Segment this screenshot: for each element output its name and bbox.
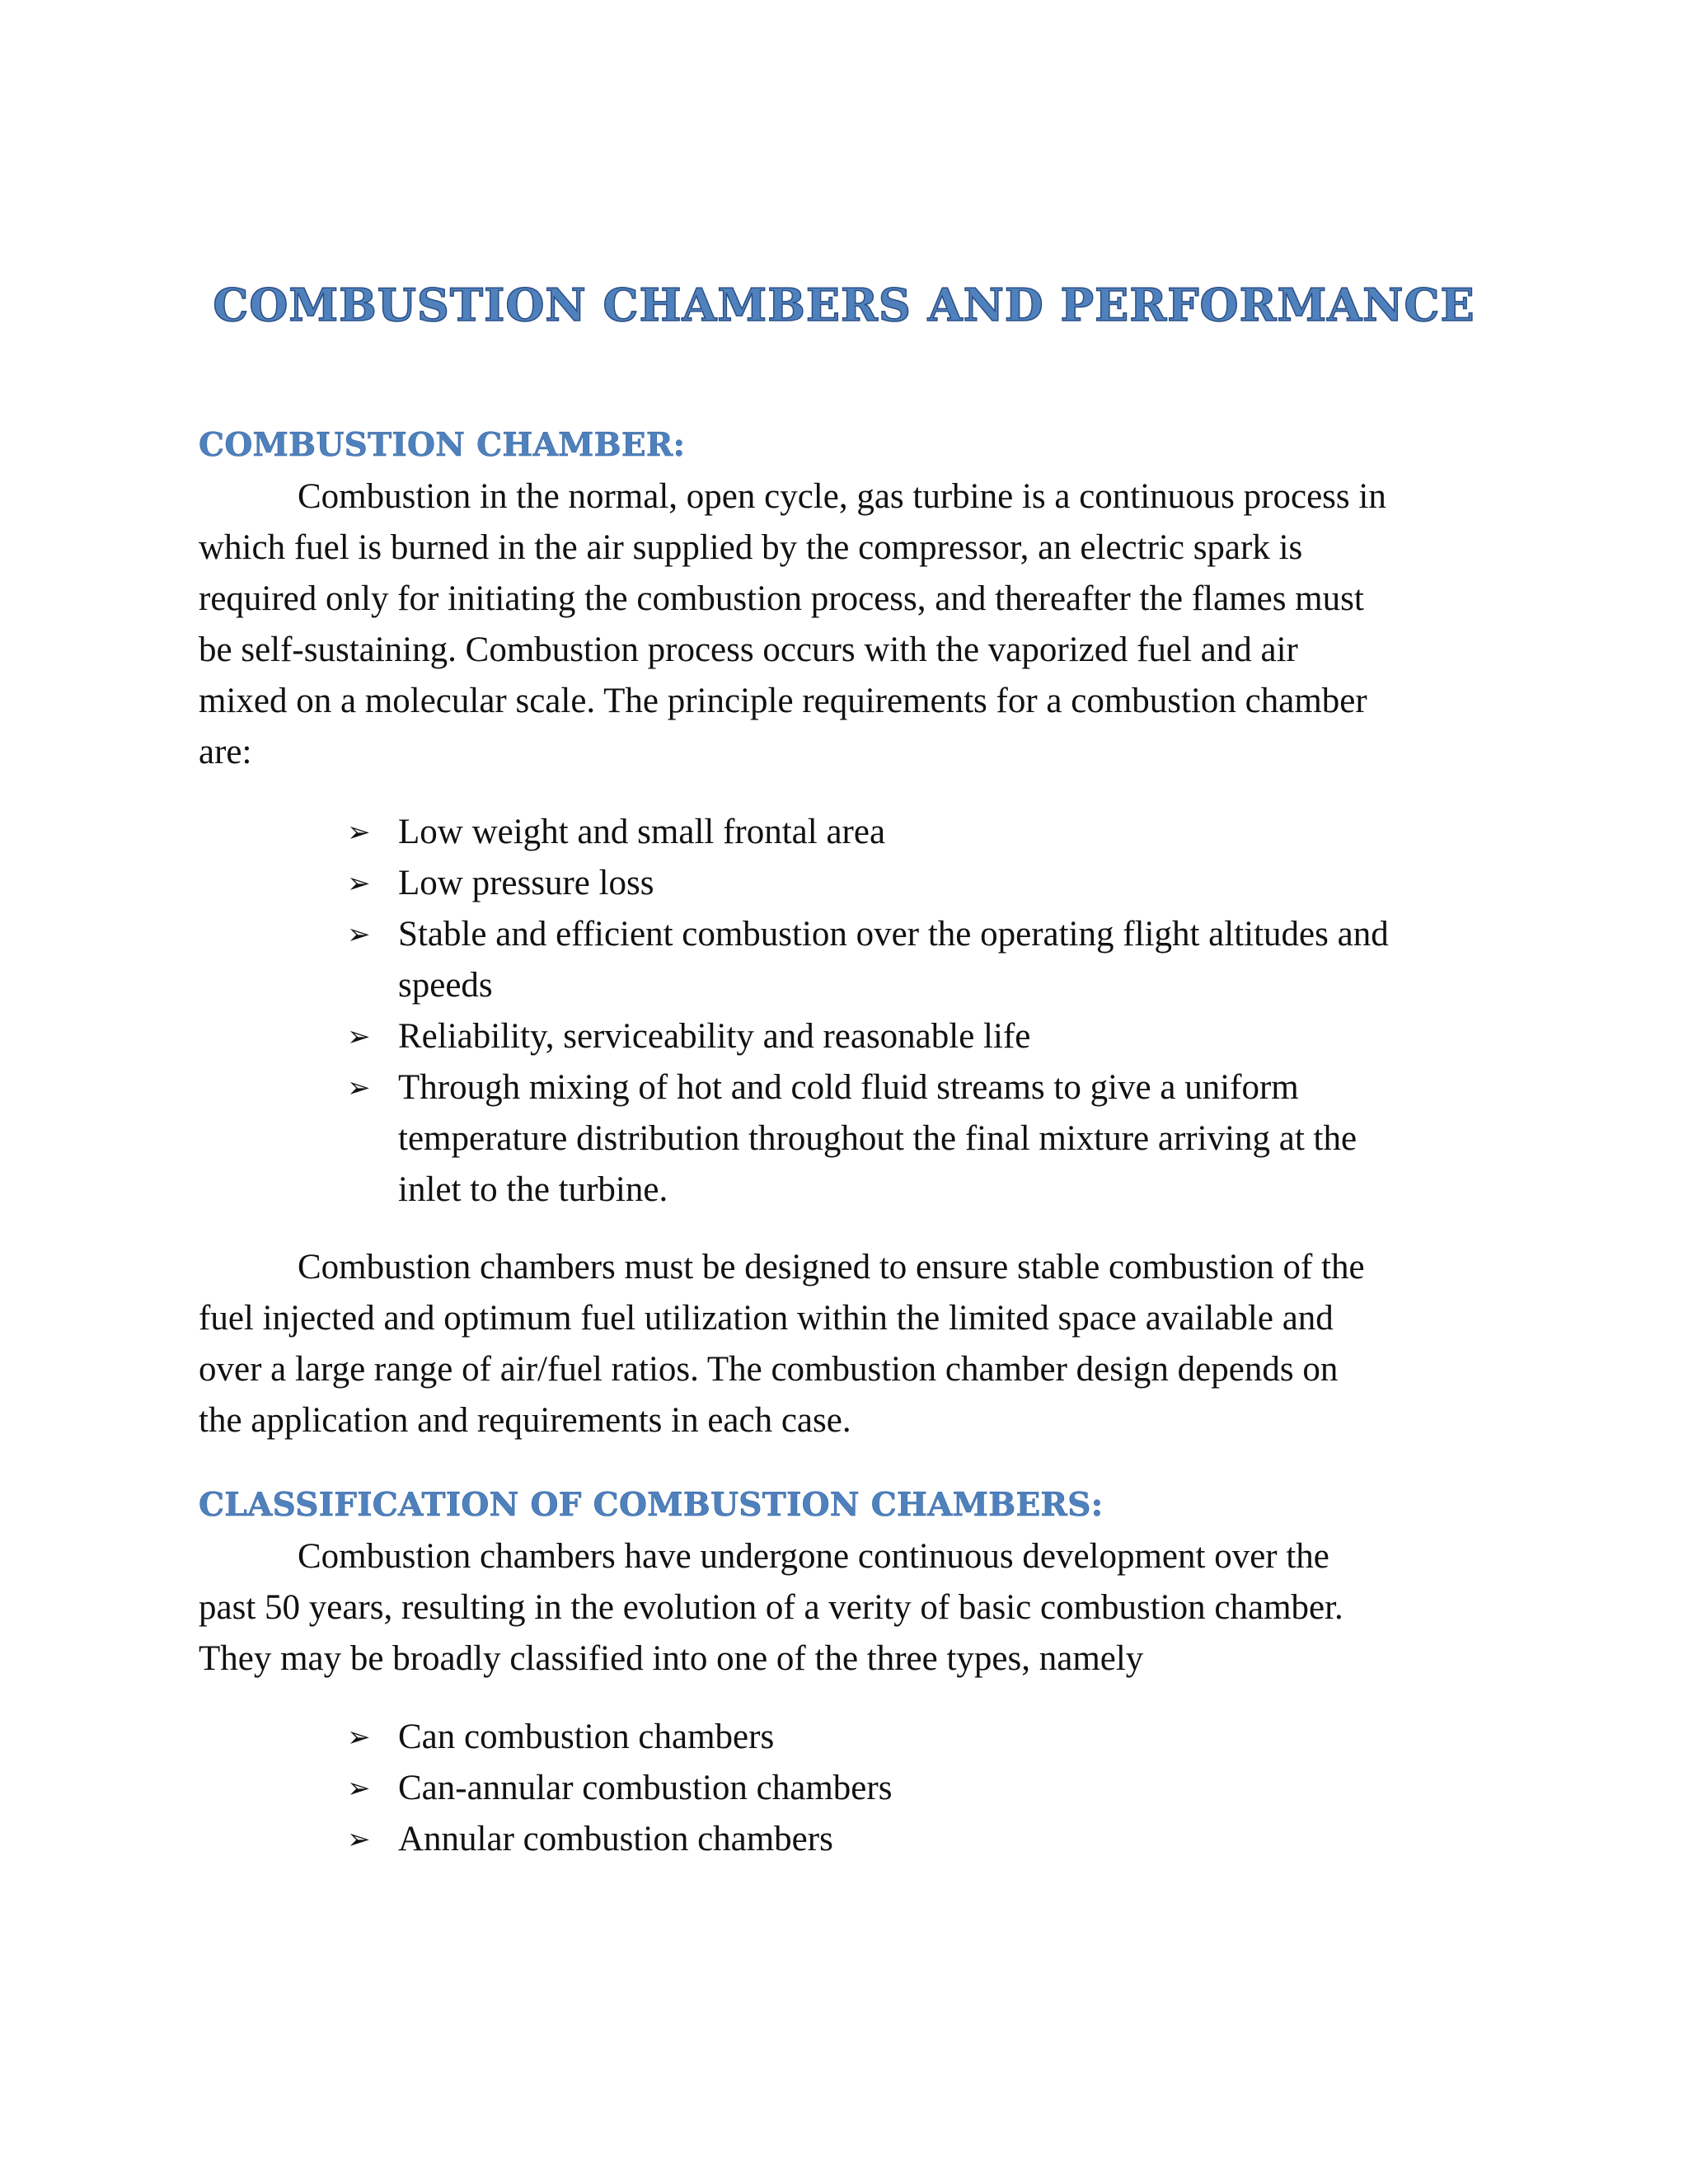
arrow-bullet-icon: ➢ (347, 867, 371, 900)
list-item-text: Annular combustion chambers (398, 1820, 833, 1858)
list-item-text: Low pressure loss (398, 864, 654, 902)
paragraph-line: are: (199, 733, 252, 771)
list-item-text: Can combustion chambers (398, 1718, 775, 1756)
arrow-bullet-icon: ➢ (347, 816, 371, 849)
list-item (347, 1712, 1517, 1763)
list-item (347, 1814, 1517, 1865)
paragraph-line: Combustion in the normal, open cycle, gas turbine is a continuous process in (298, 477, 1386, 516)
list-item-text: Stable and efficient combustion over the operating flight altitudes and (398, 915, 1389, 954)
paragraph-line: They may be broadly classified into one of the three types, namely (199, 1639, 1144, 1678)
list-item-text: Reliability, serviceability and reasonable life (398, 1017, 1031, 1056)
arrow-bullet-icon: ➢ (347, 918, 371, 951)
section1-paragraph (199, 471, 1505, 778)
requirements-list (347, 807, 1517, 1216)
paragraph-line: Combustion chambers must be designed to ensure stable combustion of the (298, 1248, 1365, 1286)
arrow-bullet-icon: ➢ (347, 1071, 371, 1104)
list-item (347, 1763, 1517, 1814)
paragraph-line: which fuel is burned in the air supplied by the compressor, an electric spark is (199, 528, 1303, 567)
paragraph-line: required only for initiating the combustion process, and thereafter the flames must (199, 579, 1364, 618)
section1-paragraph-2 (199, 1242, 1505, 1446)
list-item-text: Through mixing of hot and cold fluid streams to give a uniform (398, 1068, 1299, 1107)
section-heading-classification: CLASSIFICATION OF COMBUSTION CHAMBERS: (199, 1486, 1104, 1524)
list-item (347, 1011, 1517, 1062)
arrow-bullet-icon: ➢ (347, 1823, 371, 1856)
list-item-text: Low weight and small frontal area (398, 813, 886, 851)
paragraph-line: fuel injected and optimum fuel utilization within the limited space available and (199, 1299, 1334, 1338)
list-item-text: inlet to the turbine. (398, 1170, 668, 1209)
list-item-text: speeds (398, 966, 493, 1005)
list-item (347, 858, 1517, 909)
list-item-text: temperature distribution throughout the final mixture arriving at the (398, 1119, 1357, 1158)
paragraph-line: mixed on a molecular scale. The principle requirements for a combustion chamber (199, 682, 1367, 720)
paragraph-line: be self-sustaining. Combustion process occurs with the vaporized fuel and air (199, 630, 1298, 669)
arrow-bullet-icon: ➢ (347, 1020, 371, 1053)
list-item (347, 1062, 1517, 1216)
paragraph-line: past 50 years, resulting in the evolution of a verity of basic combustion chamber. (199, 1588, 1343, 1627)
section-heading-combustion-chamber: COMBUSTION CHAMBER: (199, 426, 686, 464)
paragraph-line: over a large range of air/fuel ratios. The combustion chamber design depends on (199, 1350, 1339, 1389)
arrow-bullet-icon: ➢ (347, 1721, 371, 1754)
arrow-bullet-icon: ➢ (347, 1772, 371, 1805)
chamber-types-list (347, 1712, 1517, 1865)
list-item-text: Can-annular combustion chambers (398, 1769, 893, 1807)
document-title: COMBUSTION CHAMBERS AND PERFORMANCE (213, 279, 1475, 331)
list-item (347, 807, 1517, 858)
section2-paragraph (199, 1531, 1505, 1685)
list-item (347, 909, 1517, 1011)
paragraph-line: Combustion chambers have undergone continuous development over the (298, 1537, 1329, 1576)
paragraph-line: the application and requirements in each case. (199, 1401, 851, 1440)
